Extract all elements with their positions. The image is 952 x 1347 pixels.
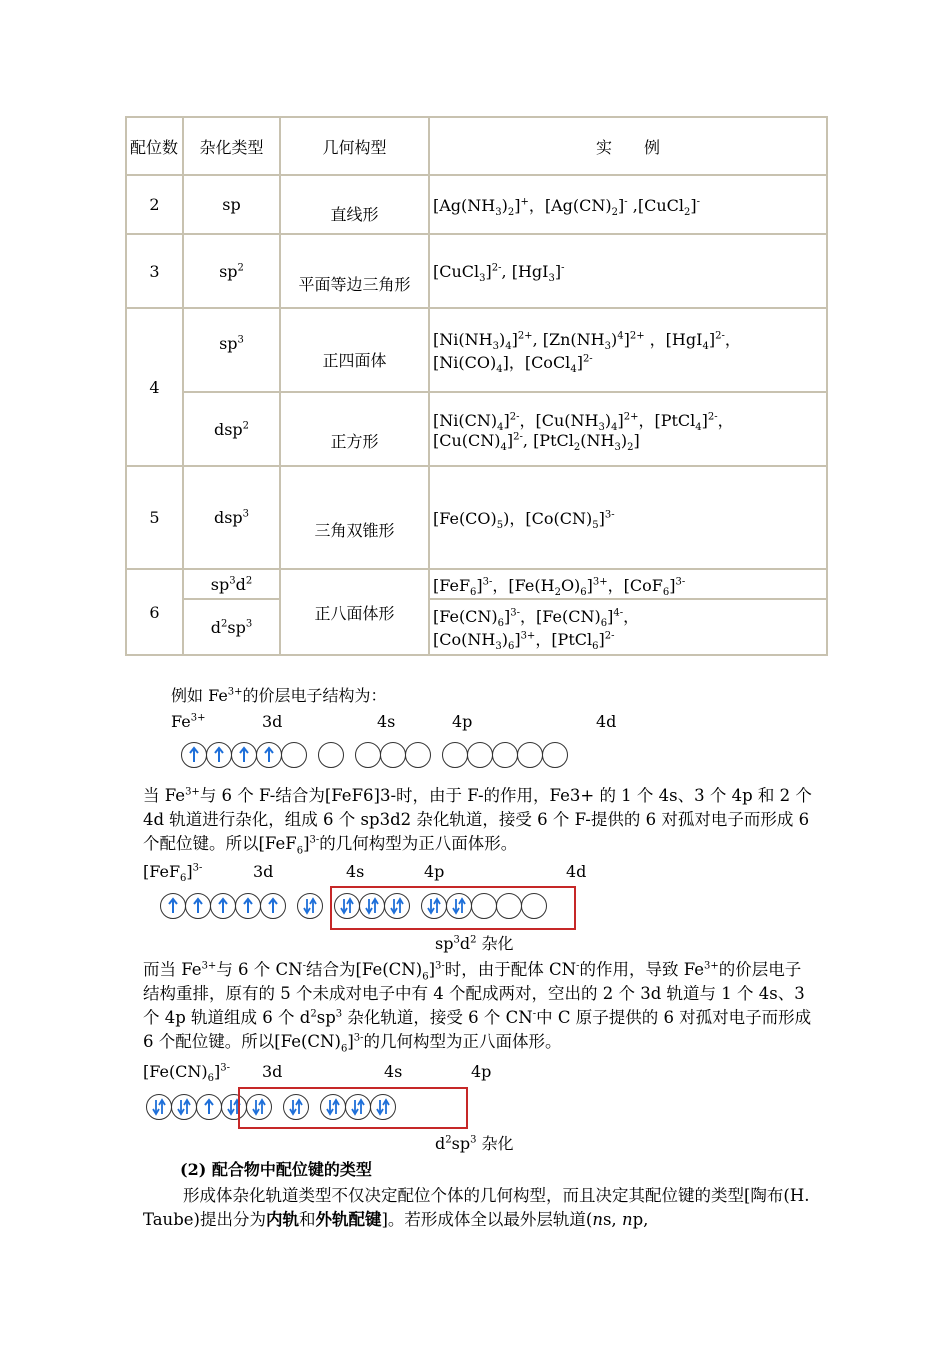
cell-examples: $[Ni(CN)_4]^{2-}$，$[Cu(NH_3)_4]^{2+}$，[PtCl$_4$]$^{2-}$， $[Cu(CN)_4]^{2-}$, $[PtCl_2(NH_3)_2]$ (429, 392, 827, 466)
hyb-label-d2sp3: $d^2sp^3$ 杂化 (435, 1134, 514, 1153)
table-row (126, 599, 827, 655)
cell-geom: 直线形 (280, 175, 429, 234)
fecn6-label: $[Fe(CN)_6]^{3-}$ (143, 1062, 231, 1085)
label-4p: 4p (471, 1062, 492, 1081)
label-3d: 3d (262, 712, 283, 731)
orbital-empty (492, 742, 518, 768)
label-4p: 4p (424, 862, 445, 881)
fe3-label: $Fe^{3+}$ (171, 712, 206, 731)
label-4s: 4s (346, 862, 365, 881)
table-row (126, 392, 827, 466)
cell-geom: 平面等边三角形 (280, 234, 429, 308)
orbital-single-electron (231, 742, 257, 768)
cell-examples: $[Fe(CO)_5)$，$[Co(CN)_5]^{3-}$ (429, 466, 827, 569)
cell-hyb: $sp^2$ (183, 234, 280, 308)
table-header-row (126, 117, 827, 175)
orbital-empty (517, 742, 543, 768)
orbital-single-electron (210, 893, 236, 919)
orbital-single-electron (256, 742, 282, 768)
label-4s: 4s (384, 1062, 403, 1081)
cell-hyb: $d^2sp^3$ (183, 599, 280, 655)
cell-hyb: dsp$^3$ (183, 466, 280, 569)
cell-hyb: $sp^3d^2$ (183, 569, 280, 599)
orbital-gap (285, 893, 297, 919)
label-4d: 4d (566, 862, 587, 881)
header-examples: 实 例 (429, 117, 827, 175)
cell-geom: 正四面体 (280, 308, 429, 392)
cell-geom: 正方形 (280, 392, 429, 466)
orbital-electron-pair (146, 1094, 172, 1120)
orbital-empty (405, 742, 431, 768)
orbital-electron-pair (171, 1094, 197, 1120)
orbital-single-electron (181, 742, 207, 768)
cell-hyb: sp (183, 175, 280, 234)
orbital-electron-pair (297, 893, 323, 919)
table-row (126, 234, 827, 308)
label-4d: 4d (596, 712, 617, 731)
cell-cn: 5 (126, 466, 183, 569)
cell-examples: $[Ag(NH_3)_2]^+$，$[Ag(CN)_2]^-$ ,[CuCl$_2$]- (429, 175, 827, 234)
paragraph-bond-types: 形成体杂化轨道类型不仅决定配位个体的几何构型，而且决定其配位键的类型[陶布(H. Taube)提出分为内轨和外轨配键]。若形成体全以最外层轨道(ns, np, (143, 1186, 810, 1229)
cell-hyb: $sp^3$ (183, 308, 280, 392)
orbital-gap (343, 742, 355, 768)
cell-cn: 3 (126, 234, 183, 308)
label-3d: 3d (262, 1062, 283, 1081)
hybridization-table (125, 116, 828, 656)
orbital-gap (430, 742, 442, 768)
cell-examples: $[Ni(NH_3)_4]^{2+}$, $[Zn(NH_3)^4]^{2+}$ ，$[HgI_4]^{2-}$， $[Ni(CO)_4]$，[CoCl$_4$]$^{2-}$ (429, 308, 827, 392)
table-row (126, 466, 827, 569)
table-row (126, 569, 827, 599)
cell-examples: $[FeF_6]^{3-}$，$[Fe(H_2O)_6]^{3+}$，$[CoF_6]^{3-}$ (429, 569, 827, 599)
orbital-single-electron (196, 1094, 222, 1120)
orbital-single-electron (160, 893, 186, 919)
cell-cn: 6 (126, 569, 183, 655)
hyb-label-sp3d2: $sp^3d^2$ 杂化 (435, 934, 514, 953)
orbital-empty (542, 742, 568, 768)
header-cn: 配位数 (126, 117, 183, 175)
orbital-single-electron (260, 893, 286, 919)
cell-cn: 2 (126, 175, 183, 234)
cell-examples: $[Fe(CN)_6]^{3-}$，$[Fe(CN)_6]^{4-}$， $[Co(NH_3)_6]^{3+}$，[PtCl$_6$]$^{2-}$ (429, 599, 827, 655)
label-4p: 4p (452, 712, 473, 731)
orbital-single-electron (185, 893, 211, 919)
orbital-empty (467, 742, 493, 768)
cell-examples: [CuCl$_3$]$^{2-}$, [HgI$_3$]- (429, 234, 827, 308)
orbital-empty (355, 742, 381, 768)
section-heading: (2) 配合物中配位键的类型 (180, 1160, 372, 1179)
header-geom: 几何构型 (280, 117, 429, 175)
orbital-single-electron (206, 742, 232, 768)
orbital-empty (380, 742, 406, 768)
intro-line: 例如 $Fe^{3+}$的价层电子结构为： (171, 686, 387, 705)
table-row (126, 308, 827, 392)
orbital-empty (281, 742, 307, 768)
cell-hyb: dsp$^2$ (183, 392, 280, 466)
table-row (126, 175, 827, 234)
orbital-empty (318, 742, 344, 768)
fef6-label: $[FeF_6]^{3-}$ (143, 862, 203, 885)
label-4s: 4s (377, 712, 396, 731)
hybrid-box-d2sp3 (238, 1087, 468, 1129)
header-hyb: 杂化类型 (183, 117, 280, 175)
label-3d: 3d (253, 862, 274, 881)
cell-geom: 三角双锥形 (280, 466, 429, 569)
orbital-gap (306, 742, 318, 768)
cell-cn: 4 (126, 308, 183, 466)
paragraph-fecn6: 而当 $Fe^{3+}$与 6 个 CN-结合为$[Fe(CN)_6]^{3-}$时，由于配体 CN-的作用，导致 $Fe^{3+}$的价层电子结构重排，原有的 5 个未成对电子中有 4 个配成两对，空出的 2 个 3d 轨道与 1 个 4s、3 个 4p 轨道组成 6 个 $d^2sp^3$ 杂化轨道，接受 6 个 CN-中 C 原子提供的 6 对孤对电子而形成 6 个配位键。所以$[Fe(CN)_6]^{3-}$的几何构型为正八面体形。 (143, 960, 812, 1055)
orbital-single-electron (235, 893, 261, 919)
hybrid-box-sp3d2 (330, 886, 576, 930)
cell-geom: 正八面体形 (280, 569, 429, 655)
orbital-diagram-fe3 (181, 742, 567, 768)
orbital-empty (442, 742, 468, 768)
paragraph-fef6: 当 $Fe^{3+}$与 6 个 F-结合为[FeF6]3-时，由于 F-的作用，Fe3+ 的 1 个 4s、3 个 4p 和 2 个 4d 轨道进行杂化，组成 6 个 sp3d2 杂化轨道，接受 6 个 F-提供的 6 对孤对电子而形成 6 个配位键。所以$[FeF_6]^{3-}$的几何构型为正八面体形。 (143, 786, 812, 857)
